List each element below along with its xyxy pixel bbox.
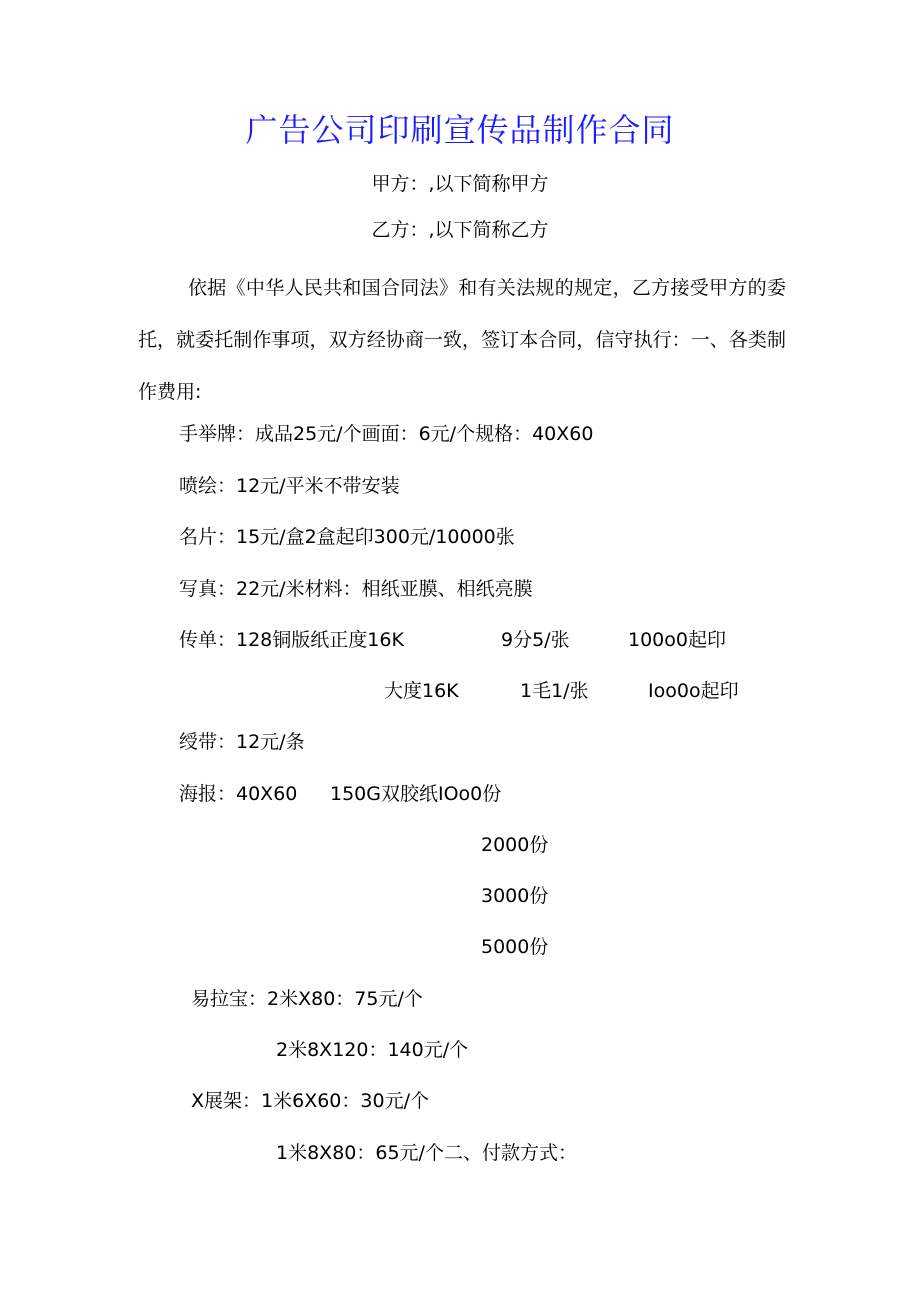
item-rollup-line1: 易拉宝：2米X80：75元/个 <box>191 988 423 1010</box>
item-inkjet: 喷绘：12元/平米不带安装 <box>179 475 400 497</box>
item-sash: 绶带：12元/条 <box>179 731 305 753</box>
item-flyer-large-label: 大度16K <box>384 680 459 702</box>
item-poster-qty-2000: 2000份 <box>481 834 549 856</box>
party-a-line: 甲方：,以下简称甲方 <box>371 173 549 195</box>
item-poster-label: 海报：40X60 <box>179 783 298 805</box>
item-poster-qty-5000: 5000份 <box>481 936 549 958</box>
document-title: 广告公司印刷宣传品制作合同 <box>245 111 675 149</box>
item-x-stand-line2: 1米8X80：65元/个二、付款方式： <box>276 1142 577 1164</box>
item-flyer-large-minimum: Ioo0o起印 <box>648 680 739 702</box>
item-flyer-minimum: 100o0起印 <box>628 629 726 651</box>
item-photo-print: 写真：22元/米材料：相纸亚膜、相纸亮膜 <box>179 578 533 600</box>
item-flyer-label: 传单：128铜版纸正度16K <box>179 629 404 651</box>
item-business-card: 名片：15元/盒2盒起印300元/10000张 <box>179 526 515 548</box>
item-flyer-large-price: 1毛1/张 <box>520 680 589 702</box>
item-flyer-price: 9分5/张 <box>501 629 570 651</box>
item-poster-paper: 150G双胶纸IOo0份 <box>330 783 502 805</box>
party-b-line: 乙方：,以下简称乙方 <box>371 219 549 241</box>
intro-paragraph: 依据《中华人民共和国合同法》和有关法规的规定，乙方接受甲方的委托，就委托制作事项，双方经协商一致，签订本合同，信守执行：一、各类制作费用: <box>138 277 786 403</box>
item-rollup-line2: 2米8X120：140元/个 <box>276 1039 469 1061</box>
item-handheld-sign: 手举牌：成品25元/个画面：6元/个规格：40X60 <box>179 423 594 445</box>
item-poster-qty-3000: 3000份 <box>481 885 549 907</box>
item-x-stand-line1: X展架：1米6X60：30元/个 <box>191 1090 429 1112</box>
